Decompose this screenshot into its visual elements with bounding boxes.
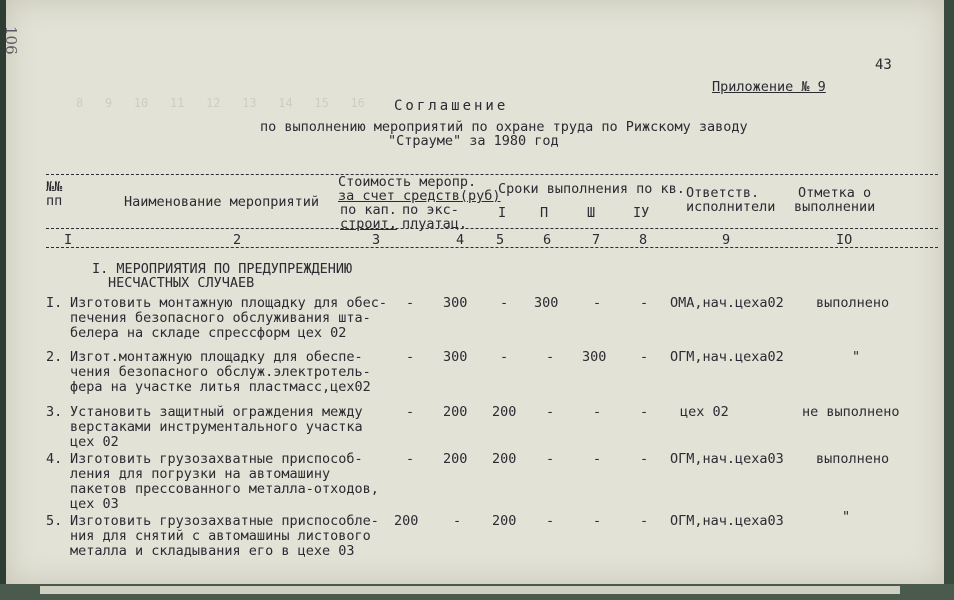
header-cost-b: за счет средств(руб) — [338, 188, 501, 204]
row-resp: ОГМ,нач.цеха03 — [670, 451, 784, 467]
header-name: Наименование мероприятий — [124, 194, 320, 210]
row-q1: 200 — [492, 513, 517, 529]
header-mark-b: выполнении — [794, 199, 876, 215]
row-num: 2. — [46, 349, 63, 365]
row-q3: - — [593, 404, 602, 420]
row-q4: - — [640, 349, 649, 365]
row-q3: - — [593, 451, 602, 467]
appendix-label: Приложение № 9 — [712, 79, 826, 95]
row-q4: - — [640, 404, 649, 420]
row-cap: - — [406, 451, 415, 467]
row-cap: - — [406, 349, 415, 365]
row-cap: - — [406, 295, 415, 311]
section-title-1: I. МЕРОПРИЯТИЯ ПО ПРЕДУПРЕЖДЕНИЮ — [92, 261, 353, 277]
header-rule-bottom — [46, 247, 938, 248]
document-title: Соглашение — [394, 98, 509, 114]
header-mark-a: Отметка о — [798, 185, 872, 201]
header-terms: Сроки выполнения по кв. — [498, 181, 685, 197]
col-number: 8 — [639, 232, 648, 248]
row-q4: - — [640, 295, 649, 311]
row-cap: - — [406, 404, 415, 420]
row-name: Изготовить грузозахватные приспособ- ления для погрузки на автомашину пакетов прессованного металла-отходов, цех 03 — [70, 451, 379, 512]
document-subtitle-1: по выполнению мероприятий по охране труда по Рижскому заводу — [260, 119, 748, 135]
header-rule-mid — [46, 228, 938, 229]
row-mark: выполнено — [816, 451, 890, 467]
row-q1: - — [500, 295, 509, 311]
row-exp: 300 — [443, 349, 468, 365]
header-resp-b: исполнители — [686, 199, 776, 215]
underlying-page-edge — [40, 586, 900, 594]
row-q2: - — [546, 349, 555, 365]
row-resp: ОГМ,нач.цеха02 — [670, 349, 784, 365]
row-q4: - — [640, 451, 649, 467]
row-name: Изгот.монтажную площадку для обеспе- чения безопасного обслуж.электротель- фера на участке литья пластмасс,цех02 — [70, 349, 371, 395]
col-number: 3 — [372, 232, 381, 248]
row-q1: 200 — [492, 404, 517, 420]
header-cost-cap-b: строит. — [340, 216, 397, 232]
row-exp: - — [453, 513, 462, 529]
row-mark: " — [852, 349, 861, 365]
row-mark: выполнено — [816, 295, 890, 311]
header-cost-exp-b: плуатац. — [402, 216, 468, 232]
row-q3: 300 — [582, 349, 607, 365]
section-title-2: НЕСЧАСТНЫХ СЛУЧАЕВ — [108, 275, 255, 291]
row-num: 4. — [46, 451, 63, 467]
col-number: 6 — [543, 232, 552, 248]
row-num: 3. — [46, 404, 63, 420]
col-number: IO — [836, 232, 853, 248]
row-exp: 200 — [443, 451, 468, 467]
row-name: Изготовить грузозахватные приспособле- ния для снятий с автомашины листового металла и складывания его в цехе 03 — [70, 513, 379, 559]
row-mark: " — [842, 509, 851, 525]
col-number: 2 — [233, 232, 242, 248]
header-q4: IУ — [633, 205, 650, 221]
col-number: I — [64, 232, 73, 248]
row-resp: цех 02 — [680, 404, 729, 420]
header-cost-exp-a: по экс- — [402, 202, 459, 218]
header-cost-cap-a: по кап. — [340, 202, 397, 218]
col-number: 5 — [496, 232, 505, 248]
handwritten-note: 106 — [2, 26, 20, 55]
row-cap: 200 — [394, 513, 419, 529]
row-exp: 200 — [443, 404, 468, 420]
col-number: 9 — [722, 232, 731, 248]
header-q2: П — [540, 205, 549, 221]
header-cost-a: Стоимость меропр. — [338, 174, 477, 190]
row-num: I. — [46, 295, 63, 311]
page-number: 43 — [875, 57, 892, 73]
header-num-a: №№ — [46, 179, 63, 195]
row-name: Установить защитный ограждения между верстаками инструментального участка цех 02 — [70, 404, 363, 450]
row-mark: не выполнено — [802, 404, 900, 420]
col-number: 7 — [592, 232, 601, 248]
row-q2: - — [546, 404, 555, 420]
row-q1: - — [500, 349, 509, 365]
col-number: 4 — [456, 232, 465, 248]
row-q2: 300 — [534, 295, 559, 311]
row-q2: - — [546, 513, 555, 529]
row-num: 5. — [46, 513, 63, 529]
header-rule-top — [46, 174, 938, 175]
row-exp: 300 — [443, 295, 468, 311]
header-q1: I — [498, 205, 507, 221]
document-subtitle-2: "Страуме" за 1980 год — [388, 133, 559, 149]
header-num-b: пп — [46, 193, 63, 209]
row-q1: 200 — [492, 451, 517, 467]
row-q3: - — [593, 295, 602, 311]
header-resp-a: Ответств. — [686, 185, 760, 201]
row-q3: - — [593, 513, 602, 529]
row-q4: - — [640, 513, 649, 529]
row-name: Изготовить монтажную площадку для обес- печения безопасного обслуживания шта- белера на складе спрессформ цех 02 — [70, 295, 387, 341]
row-resp: ОГМ,нач.цеха03 — [670, 513, 784, 529]
document-page — [2, 0, 944, 584]
row-resp: ОМА,нач.цеха02 — [670, 295, 784, 311]
row-q2: - — [546, 451, 555, 467]
bleed-through-texture: 8 9 10 11 12 13 14 15 16 — [76, 96, 365, 110]
header-q3: Ш — [587, 205, 596, 221]
